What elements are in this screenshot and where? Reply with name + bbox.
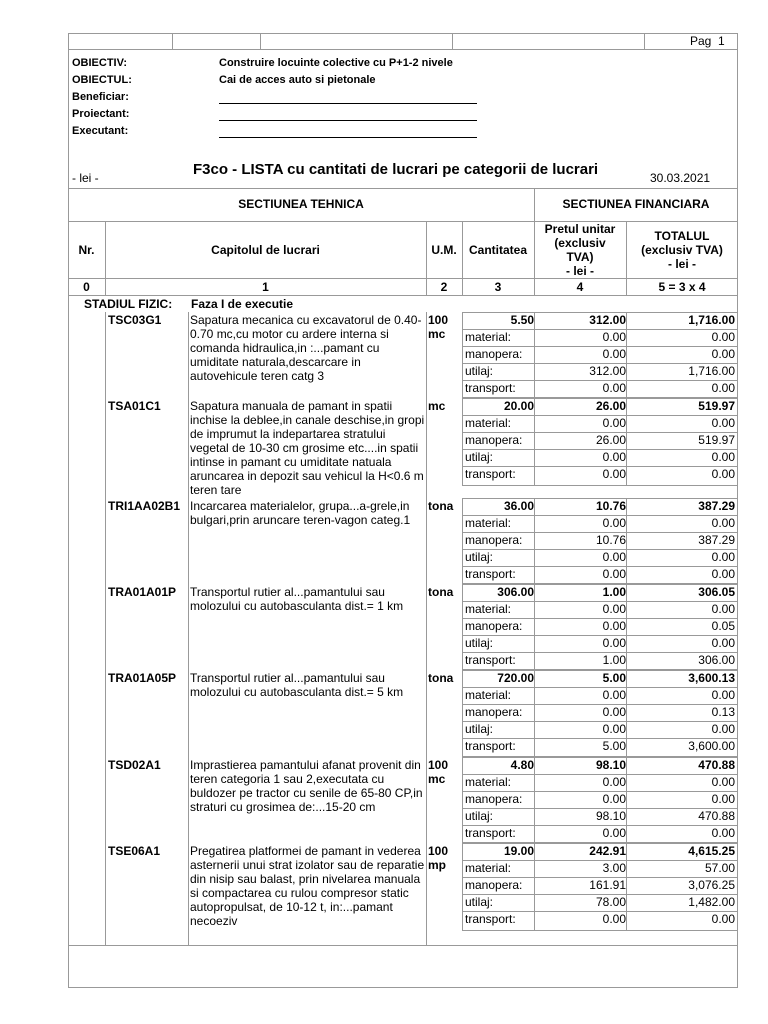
sub-label-utilaj: utilaj: xyxy=(465,895,494,909)
col-index-5: 5 = 3 x 4 xyxy=(658,280,706,294)
sub-total-utilaj: 470.88 xyxy=(698,809,735,823)
sub-label-utilaj: utilaj: xyxy=(465,809,494,823)
sub-label-material: material: xyxy=(465,416,512,430)
item-code: TRA01A01P xyxy=(108,585,177,599)
sub-label-transport: transport: xyxy=(465,653,516,667)
sub-price-transport: 5.00 xyxy=(602,739,626,753)
col-chapter: Capitolul de lucrari xyxy=(211,243,320,257)
stage-value: Faza I de executie xyxy=(191,297,294,311)
sub-total-manopera: 387.29 xyxy=(698,533,735,547)
rule xyxy=(68,295,738,296)
item-quantity: 19.00 xyxy=(503,844,534,858)
sub-total-material: 57.00 xyxy=(704,861,735,875)
vrule xyxy=(426,670,427,757)
sub-total-manopera: 0.00 xyxy=(711,347,735,361)
col-nr: Nr. xyxy=(78,243,95,257)
document-date: 30.03.2021 xyxy=(650,171,711,185)
sub-price-utilaj: 0.00 xyxy=(602,550,626,564)
sub-price-transport: 0.00 xyxy=(602,381,626,395)
obiectiv-label: OBIECTIV: xyxy=(72,57,128,69)
vrule xyxy=(105,670,106,757)
item-quantity: 306.00 xyxy=(497,585,534,599)
sub-total-utilaj: 0.00 xyxy=(711,636,735,650)
sub-price-transport: 0.00 xyxy=(602,826,626,840)
stage-label: STADIUL FIZIC: xyxy=(84,297,173,311)
sub-label-manopera: manopera: xyxy=(465,619,523,633)
proiectant-label: Proiectant: xyxy=(72,108,130,120)
col-index-4: 4 xyxy=(576,280,584,294)
sub-price-manopera: 161.91 xyxy=(589,878,626,892)
vrule xyxy=(426,398,427,498)
sub-total-manopera: 0.00 xyxy=(711,792,735,806)
sub-label-material: material: xyxy=(465,775,512,789)
sub-total-material: 0.00 xyxy=(711,330,735,344)
sub-label-transport: transport: xyxy=(465,912,516,926)
sub-price-manopera: 26.00 xyxy=(595,433,626,447)
vrule xyxy=(426,843,427,945)
vrule xyxy=(105,843,106,945)
item-total: 387.29 xyxy=(698,499,735,513)
item-unit-price: 5.00 xyxy=(602,671,626,685)
item-code: TSD02A1 xyxy=(108,758,161,772)
vrule xyxy=(426,757,427,843)
sub-label-material: material: xyxy=(465,861,512,875)
sub-total-transport: 0.00 xyxy=(711,912,735,926)
sub-total-utilaj: 0.00 xyxy=(711,550,735,564)
col-index-0: 0 xyxy=(83,280,90,294)
rule xyxy=(68,188,738,189)
sub-price-manopera: 10.76 xyxy=(595,533,626,547)
beneficiar-line xyxy=(219,103,477,104)
sub-total-material: 0.00 xyxy=(711,602,735,616)
item-um: tona xyxy=(428,499,454,513)
item-code: TSE06A1 xyxy=(108,844,161,858)
sub-price-material: 0.00 xyxy=(602,602,626,616)
sub-total-utilaj: 0.00 xyxy=(711,722,735,736)
beneficiar-label: Beneficiar: xyxy=(72,91,129,103)
sub-label-manopera: manopera: xyxy=(465,878,523,892)
col-total: TOTALUL (exclusiv TVA) - lei - xyxy=(641,229,723,271)
sub-label-manopera: manopera: xyxy=(465,705,523,719)
sub-label-utilaj: utilaj: xyxy=(465,550,494,564)
vrule xyxy=(105,498,106,584)
executant-line xyxy=(219,137,477,138)
vrule xyxy=(105,312,106,398)
top-cells xyxy=(68,33,738,49)
item-quantity: 720.00 xyxy=(497,671,534,685)
col-price: Pretul unitar (exclusiv TVA) - lei - xyxy=(544,222,616,278)
item-code: TSC03G1 xyxy=(108,313,162,327)
sub-total-transport: 0.00 xyxy=(711,467,735,481)
sub-label-transport: transport: xyxy=(465,567,516,581)
sub-price-transport: 0.00 xyxy=(602,912,626,926)
item-total: 4,615.25 xyxy=(688,844,735,858)
sub-total-transport: 3,600.00 xyxy=(688,739,735,753)
item-total: 470.88 xyxy=(698,758,735,772)
sub-total-transport: 306.00 xyxy=(698,653,735,667)
rule xyxy=(68,278,738,279)
sub-total-material: 0.00 xyxy=(711,416,735,430)
section-fin: SECTIUNEA FINANCIARA xyxy=(562,197,710,211)
rule xyxy=(68,945,738,946)
sub-total-utilaj: 1,716.00 xyxy=(688,364,735,378)
item-quantity: 4.80 xyxy=(510,758,534,772)
sub-price-manopera: 0.00 xyxy=(602,619,626,633)
item-unit-price: 242.91 xyxy=(589,844,626,858)
sub-total-transport: 0.00 xyxy=(711,381,735,395)
item-total: 519.97 xyxy=(698,399,735,413)
sub-label-material: material: xyxy=(465,602,512,616)
vrule xyxy=(105,757,106,843)
item-code: TRI1AA02B1 xyxy=(108,499,181,513)
sub-label-material: material: xyxy=(465,330,512,344)
sub-price-material: 0.00 xyxy=(602,688,626,702)
sub-price-utilaj: 0.00 xyxy=(602,636,626,650)
sub-total-manopera: 0.05 xyxy=(711,619,735,633)
sub-total-utilaj: 1,482.00 xyxy=(688,895,735,909)
item-um: mc xyxy=(428,399,446,413)
item-unit-price: 26.00 xyxy=(595,399,626,413)
sub-price-utilaj: 98.10 xyxy=(595,809,626,823)
sub-label-manopera: manopera: xyxy=(465,533,523,547)
sub-label-material: material: xyxy=(465,688,512,702)
item-quantity: 5.50 xyxy=(510,313,534,327)
sub-label-manopera: manopera: xyxy=(465,792,523,806)
sub-label-transport: transport: xyxy=(465,467,516,481)
sub-price-material: 0.00 xyxy=(602,416,626,430)
vrule xyxy=(188,498,189,584)
item-total: 3,600.13 xyxy=(688,671,735,685)
sub-price-transport: 0.00 xyxy=(602,567,626,581)
sub-price-manopera: 0.00 xyxy=(602,705,626,719)
item-description: Transportul rutier al...pamantului sau molozului cu autobasculanta dist.= 5 km xyxy=(190,671,404,699)
sub-total-transport: 0.00 xyxy=(711,826,735,840)
sub-label-material: material: xyxy=(465,516,512,530)
vrule xyxy=(426,498,427,584)
sub-label-utilaj: utilaj: xyxy=(465,450,494,464)
item-code: TRA01A05P xyxy=(108,671,177,685)
item-total: 306.05 xyxy=(698,585,735,599)
item-unit-price: 10.76 xyxy=(595,499,626,513)
sub-label-utilaj: utilaj: xyxy=(465,636,494,650)
item-description: Sapatura mecanica cu excavatorul de 0.40-0.70 mc,cu motor cu ardere interna si comanda hidraulica,in :...pamant cu umiditate naturala,descarcare in autovehicule teren catg 3 xyxy=(190,313,422,383)
vrule xyxy=(188,312,189,398)
sub-price-utilaj: 312.00 xyxy=(589,364,626,378)
item-unit-price: 98.10 xyxy=(595,758,626,772)
sub-total-material: 0.00 xyxy=(711,688,735,702)
item-total: 1,716.00 xyxy=(688,313,735,327)
sub-label-transport: transport: xyxy=(465,826,516,840)
item-description: Sapatura manuala de pamant in spatii inchise la deblee,in canale deschise,in gropi de imprumut la indepartarea stratului vegetal de 10-30 cm grosime etc....in spatii intinse in pamant cu umiditate natuala aruncarea in depozit sau vehicul la H<0.6 m teren tare xyxy=(190,399,425,497)
vrule xyxy=(188,670,189,757)
sub-price-material: 0.00 xyxy=(602,775,626,789)
document-title: F3co - LISTA cu cantitati de lucrari pe categorii de lucrari xyxy=(193,161,599,178)
item-um: 100 mc xyxy=(428,313,449,341)
sub-price-material: 0.00 xyxy=(602,516,626,530)
item-um: 100 mc xyxy=(428,758,449,786)
sub-total-transport: 0.00 xyxy=(711,567,735,581)
vrule xyxy=(426,312,427,398)
sub-total-material: 0.00 xyxy=(711,775,735,789)
item-description: Incarcarea materialelor, grupa...a-grele,in bulgari,prin aruncare teren-vagon categ.1 xyxy=(190,499,411,527)
item-quantity: 36.00 xyxy=(503,499,534,513)
section-tech: SECTIUNEA TEHNICA xyxy=(238,197,364,211)
item-unit-price: 312.00 xyxy=(589,313,626,327)
vrule xyxy=(105,398,106,498)
obiectiv-value: Construire locuinte colective cu P+1-2 nivele xyxy=(219,57,453,69)
sub-label-manopera: manopera: xyxy=(465,433,523,447)
col-qty: Cantitatea xyxy=(468,243,527,257)
top-rule xyxy=(68,49,738,50)
sub-price-utilaj: 0.00 xyxy=(602,450,626,464)
page-number: Pag 1 xyxy=(690,34,725,48)
sub-label-transport: transport: xyxy=(465,739,516,753)
proiectant-line xyxy=(219,120,477,121)
currency-label: - lei - xyxy=(72,171,99,185)
item-um: tona xyxy=(428,671,454,685)
sub-price-utilaj: 78.00 xyxy=(595,895,626,909)
obiectul-label: OBIECTUL: xyxy=(72,74,132,86)
item-description: Pregatirea platformei de pamant in vederea asternerii unui strat izolator sau de reparatie din nisip sau balast, prin nivelarea manuala si compactarea cu rulou compresor static autopropulsat, de 10-12 t, in:...pamant necoeziv xyxy=(190,844,425,928)
sub-total-material: 0.00 xyxy=(711,516,735,530)
vrule xyxy=(188,757,189,843)
sub-label-transport: transport: xyxy=(465,381,516,395)
sub-total-manopera: 3,076.25 xyxy=(688,878,735,892)
item-unit-price: 1.00 xyxy=(602,585,626,599)
sub-price-transport: 0.00 xyxy=(602,467,626,481)
item-description: Imprastierea pamantului afanat provenit din teren categoria 1 sau 2,executata cu buldozer pe tractor cu senile de 65-80 CP,in straturi cu grosimea de:...15-20 cm xyxy=(190,758,423,814)
sub-label-utilaj: utilaj: xyxy=(465,364,494,378)
vrule xyxy=(188,398,189,498)
obiectul-value: Cai de acces auto si pietonale xyxy=(219,74,376,86)
col-index-1: 1 xyxy=(262,280,269,294)
col-um: U.M. xyxy=(431,243,457,257)
sub-price-manopera: 0.00 xyxy=(602,792,626,806)
sub-price-material: 0.00 xyxy=(602,330,626,344)
vrule xyxy=(188,584,189,670)
vrule xyxy=(188,843,189,945)
item-quantity: 20.00 xyxy=(503,399,534,413)
item-um: tona xyxy=(428,585,454,599)
sub-total-manopera: 0.13 xyxy=(711,705,735,719)
sub-price-manopera: 0.00 xyxy=(602,347,626,361)
vrule xyxy=(105,584,106,670)
sub-price-transport: 1.00 xyxy=(602,653,626,667)
item-description: Transportul rutier al...pamantului sau molozului cu autobasculanta dist.= 1 km xyxy=(190,585,404,613)
item-code: TSA01C1 xyxy=(108,399,161,413)
sub-price-material: 3.00 xyxy=(602,861,626,875)
sub-total-manopera: 519.97 xyxy=(698,433,735,447)
executant-label: Executant: xyxy=(72,125,129,137)
sub-label-utilaj: utilaj: xyxy=(465,722,494,736)
rule xyxy=(68,221,738,222)
item-um: 100 mp xyxy=(428,844,449,872)
sub-total-utilaj: 0.00 xyxy=(711,450,735,464)
col-index-3: 3 xyxy=(494,280,502,294)
sub-label-manopera: manopera: xyxy=(465,347,523,361)
col-index-2: 2 xyxy=(440,280,448,294)
vrule xyxy=(426,584,427,670)
sub-price-utilaj: 0.00 xyxy=(602,722,626,736)
